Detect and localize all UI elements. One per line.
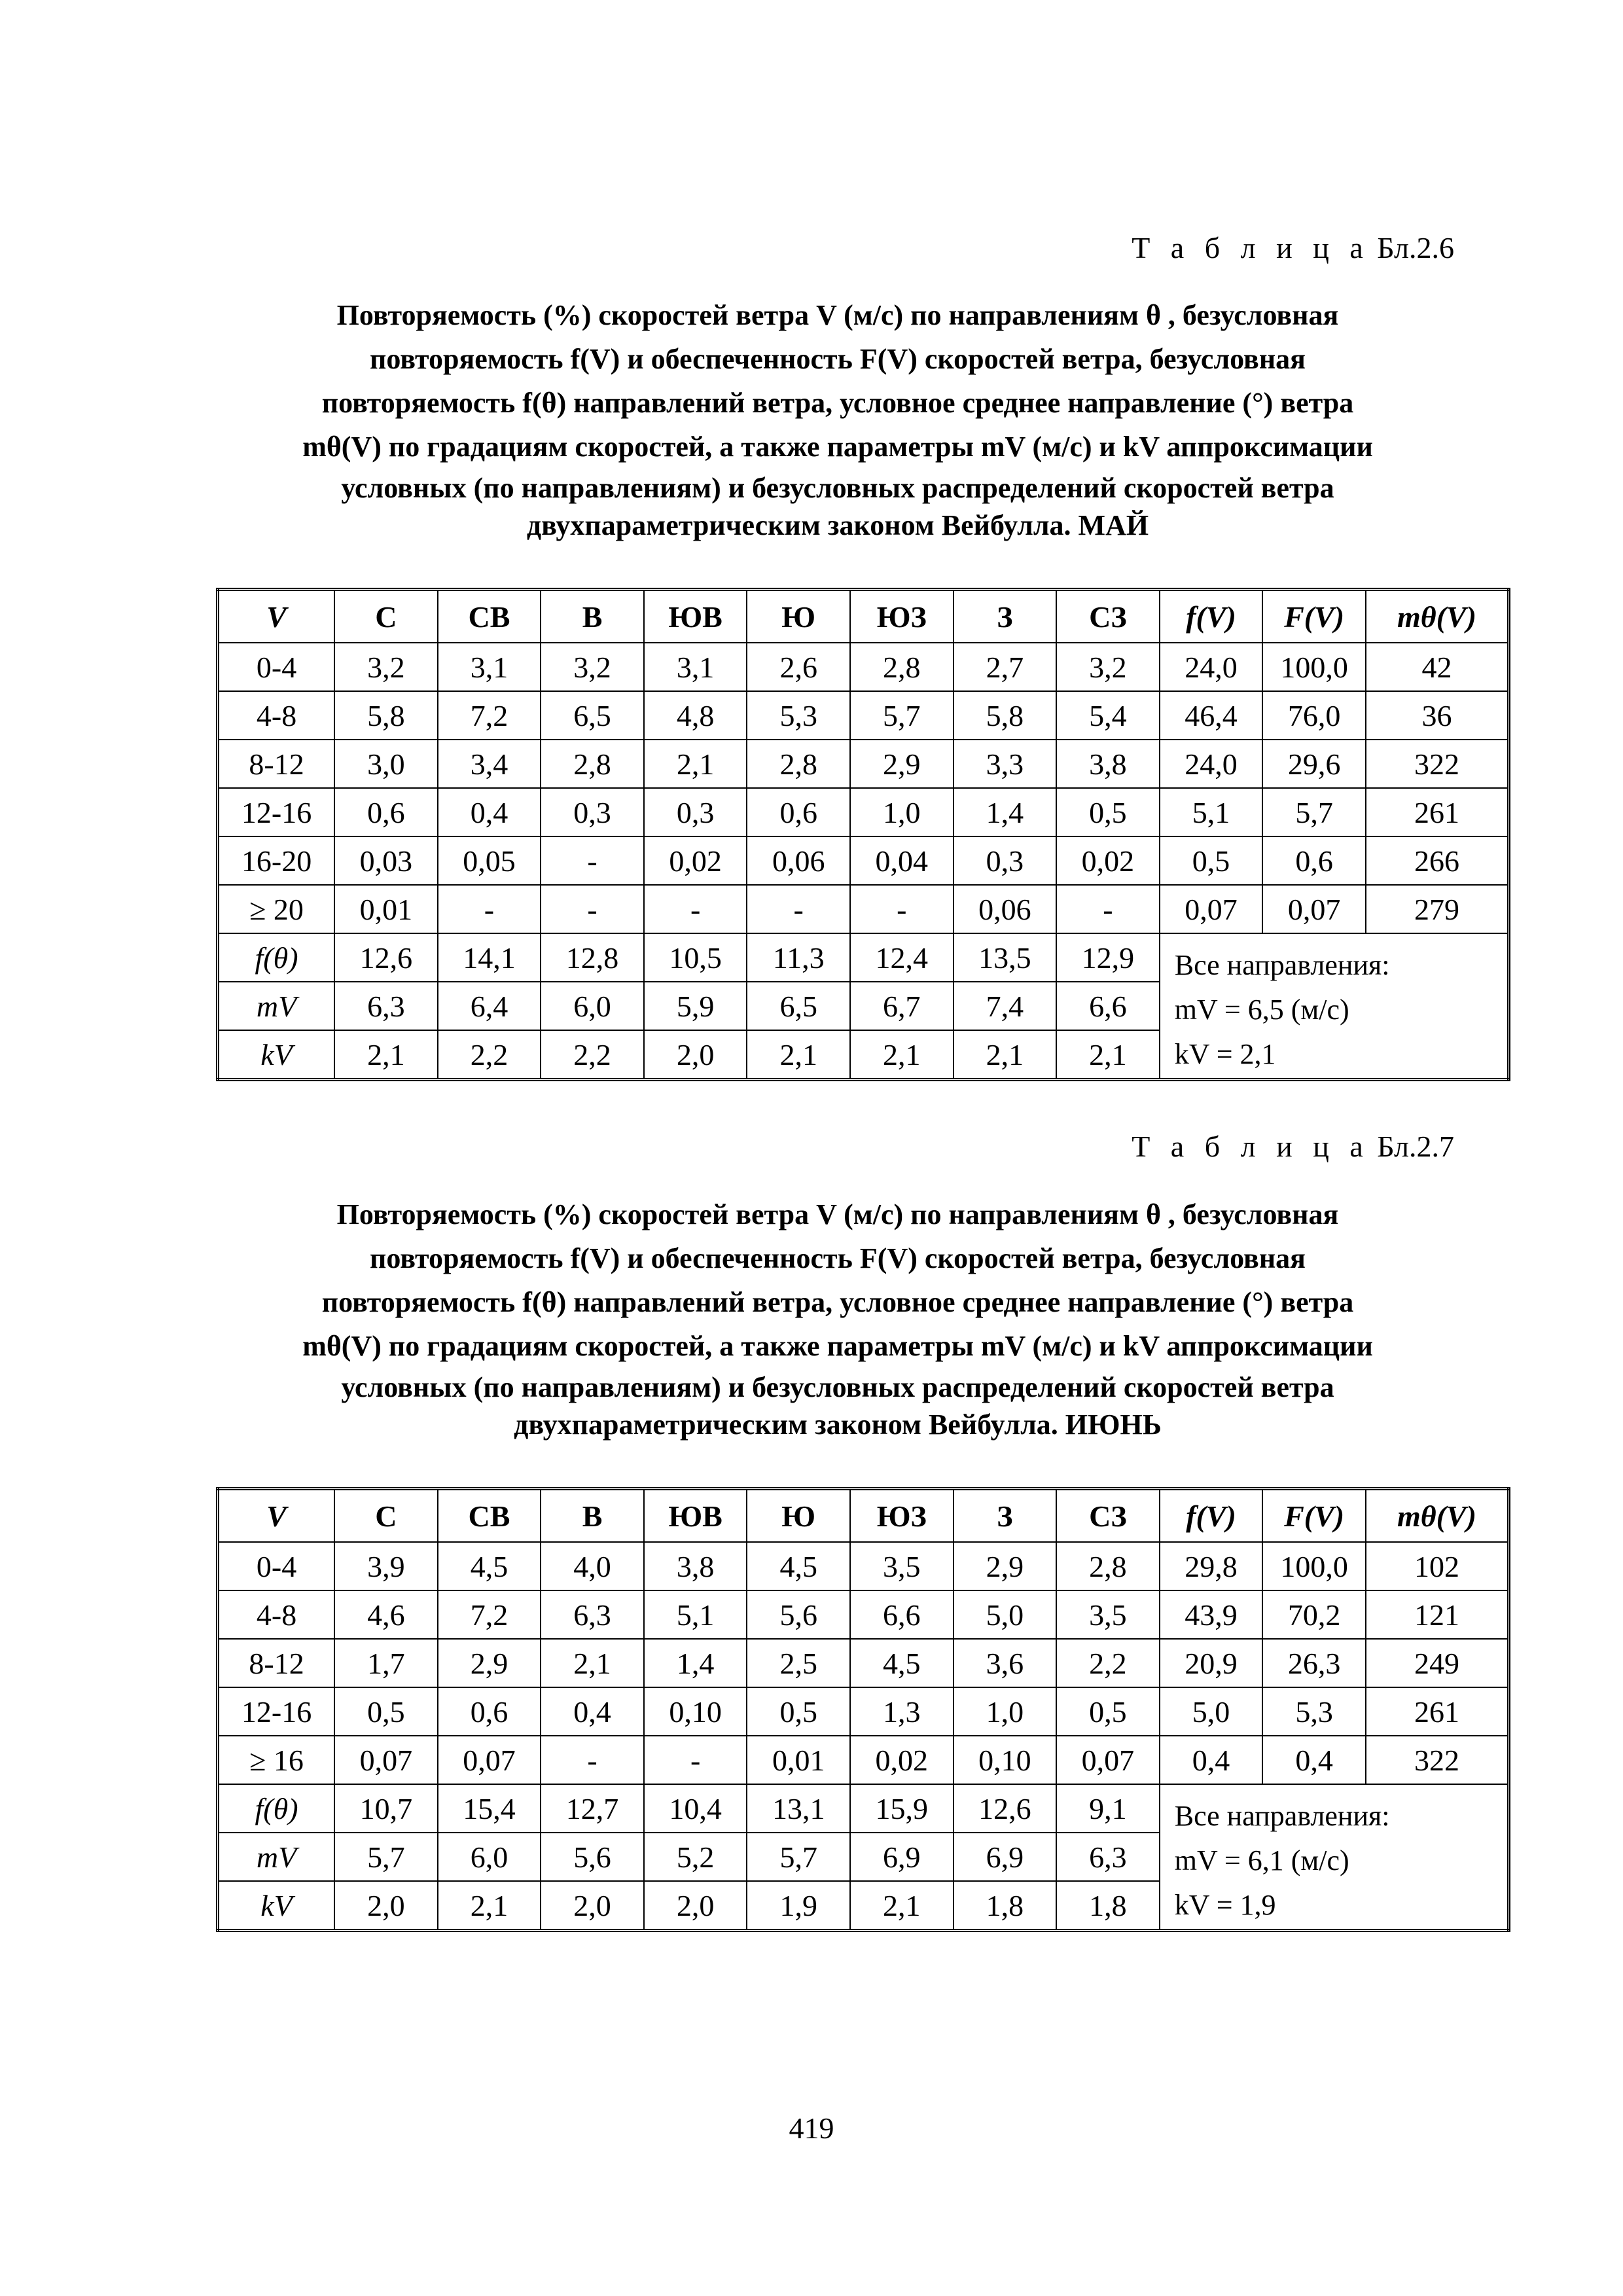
table-cell: 5,9 — [644, 982, 747, 1030]
table-cell: 2,1 — [1056, 1030, 1160, 1080]
table-cell: 5,2 — [644, 1833, 747, 1881]
table-cell: 322 — [1366, 1736, 1509, 1784]
table-cell: 20,9 — [1160, 1639, 1263, 1687]
table-cell: 6,3 — [334, 982, 438, 1030]
column-header: С — [334, 590, 438, 643]
table-row — [218, 1687, 1509, 1736]
column-header: f(V) — [1160, 1489, 1263, 1543]
table-cell: 2,6 — [747, 643, 850, 691]
table-cell: 3,2 — [541, 643, 644, 691]
table-cell: 2,1 — [747, 1030, 850, 1080]
table-cell: 10,4 — [644, 1784, 747, 1833]
table-cell: 2,1 — [334, 1030, 438, 1080]
table-cell: 6,4 — [438, 982, 541, 1030]
table-cell: 12,6 — [334, 933, 438, 982]
table-cell: 6,3 — [541, 1590, 644, 1639]
table-cell: 0,10 — [954, 1736, 1057, 1784]
column-header: З — [954, 590, 1057, 643]
table-cell: 3,5 — [850, 1542, 954, 1590]
table-cell: 0,02 — [850, 1736, 954, 1784]
table-cell: 3,6 — [954, 1639, 1057, 1687]
table-cell: 15,9 — [850, 1784, 954, 1833]
table-cell: 2,8 — [747, 740, 850, 788]
caption-line: двухпараметрическим законом Вейбулла. МАЙ — [526, 509, 1149, 541]
table-cell: - — [541, 885, 644, 933]
table-6-label: Т а б л и ц а Бл.2.6 — [1132, 231, 1454, 264]
column-header: С — [334, 1489, 438, 1543]
table-cell: 76,0 — [1262, 691, 1366, 740]
table-cell: 4,5 — [438, 1542, 541, 1590]
table-cell: 249 — [1366, 1639, 1509, 1687]
table-cell: 2,0 — [644, 1030, 747, 1080]
table-cell: 1,9 — [747, 1881, 850, 1931]
caption-line: условных (по направлениям) и безусловных распределений скоростей ветра — [341, 472, 1334, 504]
table-cell: 2,1 — [850, 1030, 954, 1080]
table-cell: 6,6 — [1056, 982, 1160, 1030]
table-cell: 4,5 — [747, 1542, 850, 1590]
column-header: F(V) — [1262, 1489, 1366, 1543]
table-cell: 0,4 — [541, 1687, 644, 1736]
table-cell: 0,06 — [954, 885, 1057, 933]
table-cell: 0,3 — [644, 788, 747, 836]
table-cell: 0,6 — [334, 788, 438, 836]
table-cell: 100,0 — [1262, 643, 1366, 691]
row-header: kV — [218, 1881, 335, 1931]
table-cell: 1,0 — [954, 1687, 1057, 1736]
table-cell: 10,5 — [644, 933, 747, 982]
table-cell: 0,3 — [954, 836, 1057, 885]
table-cell: 0,07 — [438, 1736, 541, 1784]
table-cell: 2,1 — [850, 1881, 954, 1931]
row-header: 16-20 — [218, 836, 335, 885]
table-cell: 6,3 — [1056, 1833, 1160, 1881]
table-cell: 1,3 — [850, 1687, 954, 1736]
table-cell: 6,6 — [850, 1590, 954, 1639]
caption-line: повторяемость f(V) и обеспеченность F(V) скоростей ветра, безусловная — [370, 1242, 1306, 1274]
table-7 — [216, 1487, 1510, 1932]
table-cell: 2,9 — [954, 1542, 1057, 1590]
table-row — [218, 1542, 1509, 1590]
table-cell: 2,0 — [541, 1881, 644, 1931]
table-7-label: Т а б л и ц а Бл.2.7 — [1132, 1130, 1454, 1163]
table-cell: 2,8 — [541, 740, 644, 788]
table-cell: 5,3 — [747, 691, 850, 740]
note-title: Все направления: — [1174, 949, 1390, 981]
row-header: f(θ) — [218, 1784, 335, 1833]
table-cell: 0,6 — [438, 1687, 541, 1736]
table-cell: 0,07 — [1262, 885, 1366, 933]
table-cell: 3,5 — [1056, 1590, 1160, 1639]
table-row — [218, 885, 1509, 933]
table-cell: 2,1 — [954, 1030, 1057, 1080]
row-header: 8-12 — [218, 1639, 335, 1687]
table-cell: 102 — [1366, 1542, 1509, 1590]
caption-line: mθ(V) по градациям скоростей, а также параметры mV (м/с) и kV аппроксимации — [302, 431, 1373, 463]
table-cell: 0,01 — [334, 885, 438, 933]
table-cell: 0,04 — [850, 836, 954, 885]
table-cell: 1,0 — [850, 788, 954, 836]
table-cell: 2,1 — [644, 740, 747, 788]
table-cell: 5,7 — [850, 691, 954, 740]
table-cell: - — [541, 1736, 644, 1784]
table-cell: 1,4 — [954, 788, 1057, 836]
table-cell: - — [541, 836, 644, 885]
column-header: mθ(V) — [1366, 590, 1509, 643]
table-cell: 2,7 — [954, 643, 1057, 691]
note-mv: mV = 6,1 (м/с) — [1174, 1844, 1349, 1876]
column-header: V — [218, 590, 335, 643]
column-header: F(V) — [1262, 590, 1366, 643]
table-cell: 5,8 — [334, 691, 438, 740]
table-cell: 6,7 — [850, 982, 954, 1030]
table-cell: - — [850, 885, 954, 933]
column-header: ЮВ — [644, 590, 747, 643]
table-cell: 3,3 — [954, 740, 1057, 788]
row-header: mV — [218, 1833, 335, 1881]
row-header: ≥ 16 — [218, 1736, 335, 1784]
table-cell: 12,9 — [1056, 933, 1160, 982]
table-cell: 0,5 — [747, 1687, 850, 1736]
row-header: 4-8 — [218, 691, 335, 740]
caption-line: повторяемость f(θ) направлений ветра, условное среднее направление (°) ветра — [321, 387, 1354, 419]
table-row — [218, 643, 1509, 691]
caption-line: повторяемость f(θ) направлений ветра, условное среднее направление (°) ветра — [321, 1286, 1354, 1318]
row-header: 8-12 — [218, 740, 335, 788]
table-cell: 2,5 — [747, 1639, 850, 1687]
table-cell: 3,8 — [1056, 740, 1160, 788]
table-cell: 0,5 — [1056, 788, 1160, 836]
column-header: В — [541, 1489, 644, 1543]
table-cell: 3,9 — [334, 1542, 438, 1590]
table-cell: 2,2 — [1056, 1639, 1160, 1687]
table-cell: - — [1056, 885, 1160, 933]
column-header: В — [541, 590, 644, 643]
table-cell: 261 — [1366, 1687, 1509, 1736]
all-directions-note — [1160, 1784, 1509, 1931]
table-cell: 29,8 — [1160, 1542, 1263, 1590]
table-cell: 279 — [1366, 885, 1509, 933]
header-row — [218, 590, 1509, 643]
table-cell: 46,4 — [1160, 691, 1263, 740]
table-cell: 7,4 — [954, 982, 1057, 1030]
table-cell: 9,1 — [1056, 1784, 1160, 1833]
column-header: f(V) — [1160, 590, 1263, 643]
caption-line: mθ(V) по градациям скоростей, а также параметры mV (м/с) и kV аппроксимации — [302, 1330, 1373, 1362]
table-cell: 13,5 — [954, 933, 1057, 982]
all-directions-note — [1160, 933, 1509, 1080]
table-cell: 2,2 — [438, 1030, 541, 1080]
table-cell: 12,6 — [954, 1784, 1057, 1833]
table-cell: 5,8 — [954, 691, 1057, 740]
column-header: СЗ — [1056, 1489, 1160, 1543]
table-cell: 0,3 — [541, 788, 644, 836]
table-cell: 322 — [1366, 740, 1509, 788]
column-header: ЮВ — [644, 1489, 747, 1543]
table-cell: 12,7 — [541, 1784, 644, 1833]
table-cell: 2,9 — [438, 1639, 541, 1687]
table-row — [218, 1590, 1509, 1639]
table-cell: 0,5 — [334, 1687, 438, 1736]
table-cell: 0,5 — [1056, 1687, 1160, 1736]
column-header: СВ — [438, 590, 541, 643]
row-header: 12-16 — [218, 1687, 335, 1736]
table-cell: 4,0 — [541, 1542, 644, 1590]
table-cell: 0,6 — [747, 788, 850, 836]
table-cell: 2,8 — [850, 643, 954, 691]
row-header: kV — [218, 1030, 335, 1080]
table-row — [218, 740, 1509, 788]
table-cell: 0,03 — [334, 836, 438, 885]
table-cell: 2,9 — [850, 740, 954, 788]
stat-row — [218, 933, 1509, 982]
table-cell: 2,1 — [438, 1881, 541, 1931]
table-cell: 6,5 — [747, 982, 850, 1030]
row-header: ≥ 20 — [218, 885, 335, 933]
table-cell: 7,2 — [438, 691, 541, 740]
table-cell: - — [438, 885, 541, 933]
table-row — [218, 788, 1509, 836]
table-cell: 10,7 — [334, 1784, 438, 1833]
table-cell: 14,1 — [438, 933, 541, 982]
note-kv: kV = 1,9 — [1174, 1889, 1276, 1921]
table-cell: 1,8 — [954, 1881, 1057, 1931]
table-cell: 4,5 — [850, 1639, 954, 1687]
column-header: З — [954, 1489, 1057, 1543]
table-cell: 0,5 — [1160, 836, 1263, 885]
note-mv: mV = 6,5 (м/с) — [1174, 994, 1349, 1026]
table-cell: 3,4 — [438, 740, 541, 788]
table-cell: - — [747, 885, 850, 933]
column-header: СВ — [438, 1489, 541, 1543]
table-cell: 3,1 — [438, 643, 541, 691]
table-cell: 1,8 — [1056, 1881, 1160, 1931]
row-header: f(θ) — [218, 933, 335, 982]
table-cell: 0,4 — [1160, 1736, 1263, 1784]
column-header: mθ(V) — [1366, 1489, 1509, 1543]
table-cell: 5,7 — [747, 1833, 850, 1881]
table-cell: 6,9 — [850, 1833, 954, 1881]
table-cell: 5,6 — [747, 1590, 850, 1639]
table-cell: 5,0 — [954, 1590, 1057, 1639]
table-cell: 11,3 — [747, 933, 850, 982]
table-cell: 29,6 — [1262, 740, 1366, 788]
caption-line: двухпараметрическим законом Вейбулла. ИЮНЬ — [514, 1408, 1162, 1441]
table-cell: 4,6 — [334, 1590, 438, 1639]
table-cell: 70,2 — [1262, 1590, 1366, 1639]
table-cell: 36 — [1366, 691, 1509, 740]
caption-line: Повторяемость (%) скоростей ветра V (м/с) по направлениям θ , безусловная — [336, 1198, 1339, 1230]
table-cell: 0,02 — [644, 836, 747, 885]
table-cell: 6,9 — [954, 1833, 1057, 1881]
table-cell: 0,05 — [438, 836, 541, 885]
table-cell: 5,7 — [1262, 788, 1366, 836]
header-row — [218, 1489, 1509, 1543]
table-cell: 0,07 — [1160, 885, 1263, 933]
table-cell: 3,2 — [334, 643, 438, 691]
table-cell: 0,02 — [1056, 836, 1160, 885]
table-cell: 24,0 — [1160, 643, 1263, 691]
table-cell: 0,4 — [438, 788, 541, 836]
table-cell: - — [644, 1736, 747, 1784]
table-row — [218, 836, 1509, 885]
table-cell: 3,8 — [644, 1542, 747, 1590]
table-cell: 6,0 — [438, 1833, 541, 1881]
column-header: ЮЗ — [850, 1489, 954, 1543]
column-header: Ю — [747, 590, 850, 643]
stat-row — [218, 1784, 1509, 1833]
table-cell: 6,5 — [541, 691, 644, 740]
table-cell: 0,01 — [747, 1736, 850, 1784]
table-cell: 5,3 — [1262, 1687, 1366, 1736]
table-cell: 0,10 — [644, 1687, 747, 1736]
table-cell: 1,4 — [644, 1639, 747, 1687]
table-cell: 6,0 — [541, 982, 644, 1030]
row-header: 4-8 — [218, 1590, 335, 1639]
table-cell: 2,8 — [1056, 1542, 1160, 1590]
row-header: 0-4 — [218, 643, 335, 691]
table-cell: 0,06 — [747, 836, 850, 885]
table-cell: 261 — [1366, 788, 1509, 836]
table-cell: 1,7 — [334, 1639, 438, 1687]
note-title: Все направления: — [1174, 1800, 1390, 1832]
table-row — [218, 691, 1509, 740]
table-cell: 5,4 — [1056, 691, 1160, 740]
table-cell: - — [644, 885, 747, 933]
table-6 — [216, 588, 1510, 1081]
table-row — [218, 1736, 1509, 1784]
column-header: ЮЗ — [850, 590, 954, 643]
caption-line: повторяемость f(V) и обеспеченность F(V) скоростей ветра, безусловная — [370, 343, 1306, 375]
note-kv: kV = 2,1 — [1174, 1038, 1276, 1070]
table-cell: 5,0 — [1160, 1687, 1263, 1736]
column-header: V — [218, 1489, 335, 1543]
row-header: 12-16 — [218, 788, 335, 836]
row-header: 0-4 — [218, 1542, 335, 1590]
table-cell: 13,1 — [747, 1784, 850, 1833]
table-cell: 15,4 — [438, 1784, 541, 1833]
table-cell: 2,1 — [541, 1639, 644, 1687]
caption-line: Повторяемость (%) скоростей ветра V (м/с) по направлениям θ , безусловная — [336, 299, 1339, 331]
table-cell: 3,1 — [644, 643, 747, 691]
table-cell: 24,0 — [1160, 740, 1263, 788]
table-cell: 12,4 — [850, 933, 954, 982]
table-cell: 43,9 — [1160, 1590, 1263, 1639]
table-cell: 2,0 — [334, 1881, 438, 1931]
table-7-caption — [196, 1193, 1479, 1443]
column-header: СЗ — [1056, 590, 1160, 643]
table-cell: 3,0 — [334, 740, 438, 788]
table-cell: 26,3 — [1262, 1639, 1366, 1687]
table-cell: 0,6 — [1262, 836, 1366, 885]
table-cell: 0,07 — [1056, 1736, 1160, 1784]
column-header: Ю — [747, 1489, 850, 1543]
table-cell: 42 — [1366, 643, 1509, 691]
table-cell: 121 — [1366, 1590, 1509, 1639]
table-6-caption — [196, 293, 1479, 543]
table-cell: 3,2 — [1056, 643, 1160, 691]
table-cell: 0,07 — [334, 1736, 438, 1784]
table-cell: 4,8 — [644, 691, 747, 740]
table-cell: 5,1 — [1160, 788, 1263, 836]
row-header: mV — [218, 982, 335, 1030]
table-cell: 5,6 — [541, 1833, 644, 1881]
table-cell: 5,7 — [334, 1833, 438, 1881]
table-row — [218, 1639, 1509, 1687]
table-cell: 100,0 — [1262, 1542, 1366, 1590]
table-cell: 5,1 — [644, 1590, 747, 1639]
table-cell: 2,0 — [644, 1881, 747, 1931]
caption-line: условных (по направлениям) и безусловных распределений скоростей ветра — [341, 1371, 1334, 1403]
table-cell: 7,2 — [438, 1590, 541, 1639]
table-cell: 0,4 — [1262, 1736, 1366, 1784]
page-number: 419 — [789, 2111, 834, 2145]
table-cell: 266 — [1366, 836, 1509, 885]
table-cell: 12,8 — [541, 933, 644, 982]
table-cell: 2,2 — [541, 1030, 644, 1080]
